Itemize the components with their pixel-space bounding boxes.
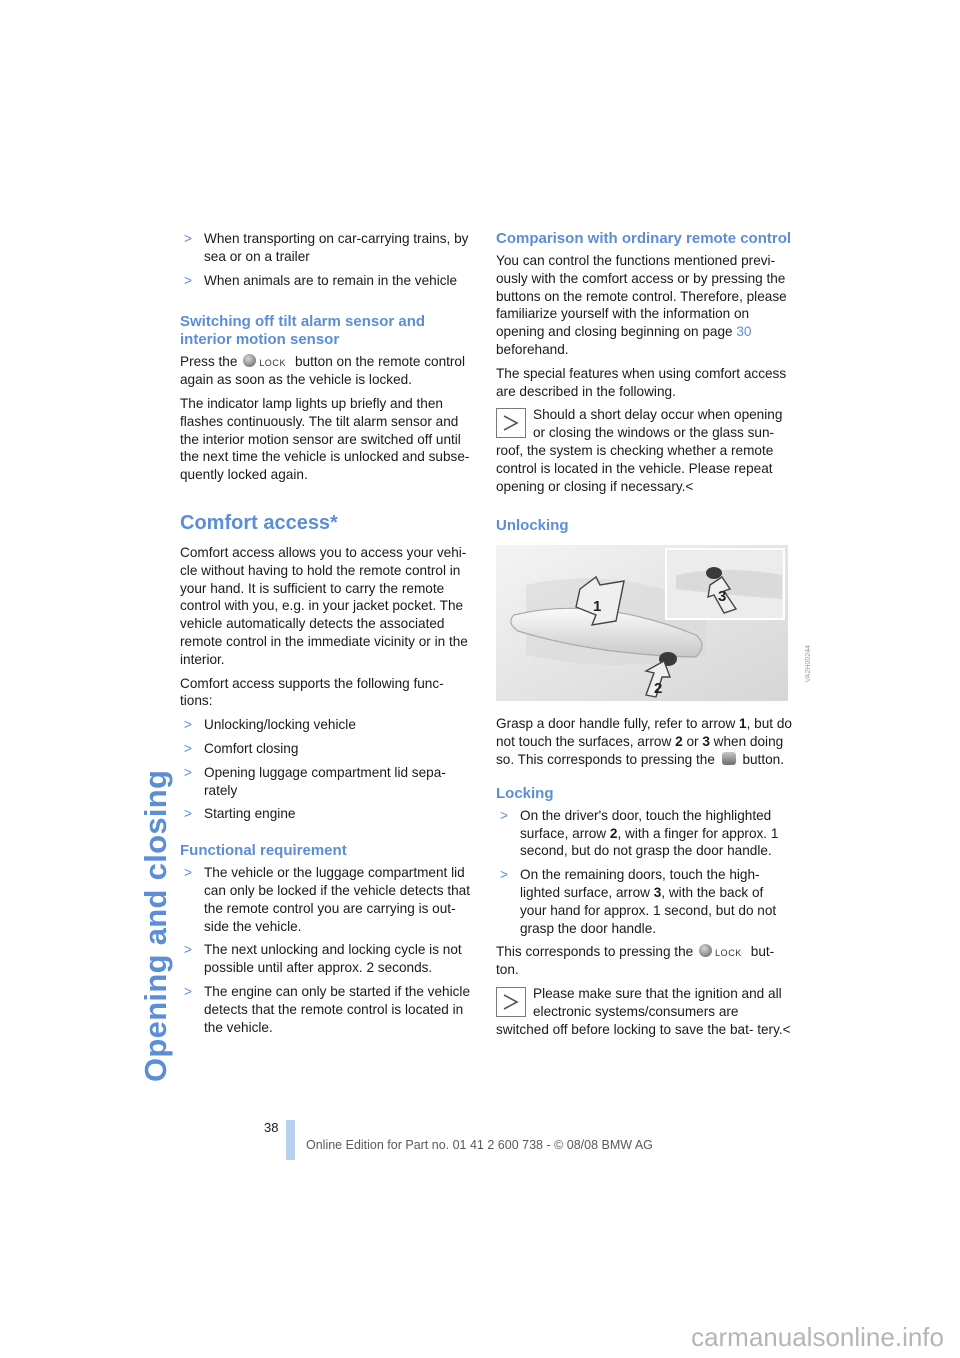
tilt-paragraph-1	[180, 353, 476, 389]
text: You can control the functions mentioned previ- ously with the comfort access or by pressing the buttons on the remote control. Therefore, please familiarize yourself with the information on opening and closing beginning on page	[496, 253, 787, 340]
text: beforehand.	[496, 341, 569, 357]
text: button on the remote control again as soon as the vehicle is locked.	[180, 354, 466, 388]
heading-comfort-access: Comfort access*	[180, 511, 338, 534]
list-item-text: The engine can only be started if the vehicle detects that the remote control is located in the vehicle.	[204, 983, 471, 1035]
heading-functional-requirement: Functional requirement	[180, 842, 347, 860]
text: This corresponds to pressing the	[496, 944, 694, 960]
lock-label: LOCK	[259, 358, 287, 369]
list-item	[180, 740, 476, 758]
text: or	[686, 734, 699, 750]
door-handle-illustration	[496, 545, 812, 701]
page-number: 38	[264, 1120, 279, 1135]
note-block	[496, 406, 792, 495]
note-end-marker: <	[685, 478, 694, 494]
list-item-text: Unlocking/locking vehicle	[204, 717, 356, 733]
bullet-marker: >	[184, 740, 192, 756]
section-title-text: Opening and closing	[138, 769, 173, 1082]
list-item-text: Comfort closing	[204, 740, 299, 756]
text: On the driver's door, touch the highlighted surface, arrow	[520, 807, 772, 841]
bullet-marker: >	[500, 867, 508, 883]
text: button.	[742, 751, 785, 767]
arrow-ref: 2	[609, 825, 618, 841]
remote-lock-button-icon	[241, 353, 291, 369]
arrow-ref: 2	[675, 734, 683, 750]
figure-code: VA2H00244	[805, 645, 812, 683]
list-item-text: When transporting on car-carrying trains, by sea or on a trailer	[204, 231, 469, 264]
lock-label: LOCK	[715, 948, 742, 959]
page-reference-link[interactable]: 30	[736, 324, 752, 340]
note-end-marker: <	[782, 1021, 791, 1037]
site-watermark: carmanualsonline.info	[691, 1322, 944, 1352]
heading-tilt-alarm: Switching off tilt alarm sensor and interior motion sensor	[180, 313, 426, 349]
list-item-text: The vehicle or the luggage compartment lid can only be locked if the vehicle detects that the remote control you are carrying is out- side the vehicle.	[204, 865, 470, 934]
bullet-marker: >	[184, 983, 192, 999]
text: Press the	[180, 354, 238, 370]
note-text: Please make sure that the ignition and all electronic systems/consumers are switched off before locking to save the bat- tery.	[496, 985, 783, 1037]
list-item	[180, 764, 476, 800]
tilt-paragraph-2: The indicator lamp lights up briefly and then flashes continuously. The tilt alarm sensor and the interior motion sensor are switched off until the next time the vehicle is unlocked and subse- quently locked again.	[180, 395, 470, 483]
bullet-marker: >	[184, 942, 192, 958]
button-dot	[243, 354, 256, 367]
arrow-label-3: 3	[718, 588, 727, 606]
text: Grasp a door handle fully, refer to arrow	[496, 716, 736, 732]
text: , but do not touch the surfaces, arrow	[496, 716, 792, 750]
list-item	[180, 230, 476, 266]
arrow-label-2: 2	[654, 680, 663, 698]
list-item	[180, 716, 476, 734]
button-shape	[722, 752, 736, 765]
list-item-text: When animals are to remain in the vehicle	[204, 272, 458, 288]
locking-correspondence	[496, 943, 792, 979]
list-item	[180, 272, 476, 290]
arrow-ref: 3	[702, 734, 710, 750]
side-section-title	[128, 232, 173, 1082]
list-item-text: Opening luggage compartment lid sepa- rately	[204, 764, 446, 798]
comparison-paragraph-2: The special features when using comfort access are described in the following.	[496, 365, 787, 399]
bullet-marker: >	[184, 272, 192, 288]
heading-locking: Locking	[496, 784, 554, 802]
button-dot	[699, 944, 712, 957]
unlocking-paragraph	[496, 715, 792, 768]
list-item-text: Starting engine	[204, 806, 296, 822]
remote-lock-button-icon	[697, 943, 747, 959]
page-footer	[180, 1118, 680, 1160]
heading-comparison: Comparison with ordinary remote control	[496, 230, 792, 247]
door-handle-drawing	[496, 545, 788, 701]
text: , with a finger for approx. 1 second, but do not grasp the door handle.	[520, 825, 779, 859]
bullet-marker: >	[184, 231, 192, 246]
note-arrow-icon	[496, 408, 526, 438]
list-item-text: The next unlocking and locking cycle is not possible until after approx. 2 seconds.	[204, 942, 462, 976]
comfort-paragraph-1: Comfort access allows you to access your vehi- cle without having to hold the remote control in your hand. It is sufficient to carry the remote control with you, e.g. in your jacket pocket. The vehicle automatically detects the associated remote control in the immediate vicinity or in the interior.	[180, 544, 468, 667]
comfort-paragraph-2: Comfort access supports the following func- tions:	[180, 675, 444, 709]
comparison-paragraph-1	[496, 252, 792, 359]
text: but- ton.	[496, 944, 775, 978]
list-item	[180, 941, 476, 977]
bullet-marker: >	[500, 807, 508, 823]
right-column	[496, 230, 812, 1044]
text: , with the back of your hand for approx. 1 second, but do not grasp the door handle.	[520, 884, 777, 936]
arrow-ref: 3	[653, 884, 662, 900]
arrow-label-1: 1	[593, 598, 602, 616]
bullet-marker: >	[184, 717, 192, 733]
footer-accent-bar	[286, 1120, 295, 1160]
text: when doing so. This corresponds to pressing the	[496, 734, 784, 767]
list-item	[180, 864, 476, 935]
remote-unlock-button-icon	[719, 751, 739, 767]
bullet-marker: >	[184, 865, 192, 881]
note-text: Should a short delay occur when opening or closing the windows or the glass sun- roof, the system is checking whether a remote control is located in the vehicle. Please repeat opening or closing if necessary.	[496, 407, 783, 494]
bullet-marker: >	[184, 806, 192, 822]
note-arrow-icon	[496, 987, 526, 1017]
arrow-ref: 1	[739, 716, 747, 732]
list-item	[496, 866, 792, 937]
edition-text: Online Edition for Part no. 01 41 2 600 738 - © 08/08 BMW AG	[306, 1138, 653, 1152]
list-item	[180, 983, 476, 1036]
bullet-marker: >	[184, 764, 192, 780]
left-column	[180, 230, 476, 1042]
text: On the remaining doors, touch the high- lighted surface, arrow	[520, 867, 760, 900]
note-block	[496, 985, 792, 1038]
list-item	[180, 805, 476, 823]
list-item	[496, 807, 792, 860]
heading-unlocking: Unlocking	[496, 517, 569, 535]
